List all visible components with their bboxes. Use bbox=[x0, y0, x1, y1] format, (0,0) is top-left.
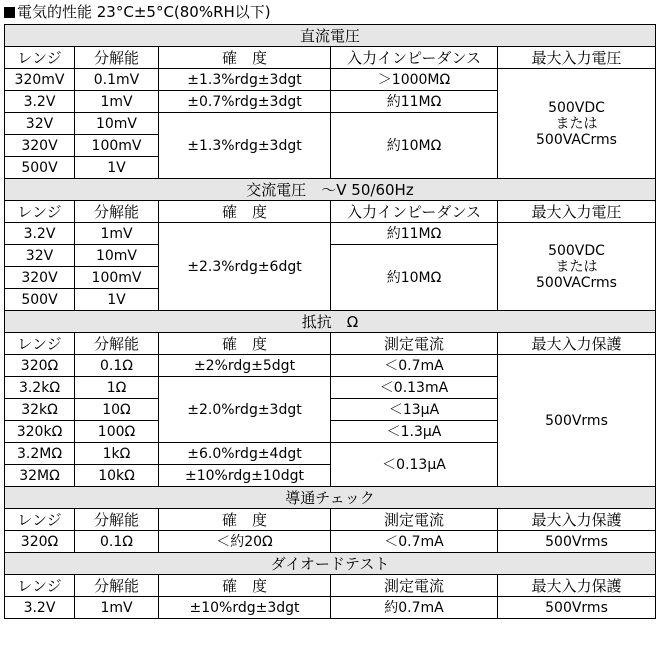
section-resistance: 抵抗 Ω bbox=[5, 311, 656, 333]
header-range: レンジ bbox=[5, 333, 75, 355]
cell-accuracy: ±6.0%rdg±4dgt bbox=[159, 443, 331, 465]
section-continuity: 導通チェック bbox=[5, 487, 656, 509]
cell-range: 3.2V bbox=[5, 223, 75, 245]
cell-impedance: 約11MΩ bbox=[331, 91, 498, 113]
cell-accuracy: ±10%rdg±3dgt bbox=[159, 597, 331, 619]
header-max-input: 最大入力電圧 bbox=[498, 47, 656, 69]
cell-resolution: 10Ω bbox=[75, 399, 159, 421]
cell-resolution: 1kΩ bbox=[75, 443, 159, 465]
cell-range: 320V bbox=[5, 135, 75, 157]
header-max-protection: 最大入力保護 bbox=[498, 509, 656, 531]
cell-resolution: 10mV bbox=[75, 113, 159, 135]
cell-accuracy: ±2%rdg±5dgt bbox=[159, 355, 331, 377]
cell-resolution: 100Ω bbox=[75, 421, 159, 443]
header-range: レンジ bbox=[5, 201, 75, 223]
cell-max-input bbox=[498, 223, 656, 311]
cell-accuracy: ±1.3%rdg±3dgt bbox=[159, 69, 331, 91]
cell-resolution: 100mV bbox=[75, 267, 159, 289]
header-resolution: 分解能 bbox=[75, 47, 159, 69]
cell-current: ＜0.13mA bbox=[331, 377, 498, 399]
cell-impedance: ＞1000MΩ bbox=[331, 69, 498, 91]
header-resolution: 分解能 bbox=[75, 575, 159, 597]
cell-accuracy: ±2.3%rdg±6dgt bbox=[159, 223, 331, 311]
cell-max-protection: 500Vrms bbox=[498, 355, 656, 487]
header-accuracy: 確 度 bbox=[159, 201, 331, 223]
header-max-protection: 最大入力保護 bbox=[498, 333, 656, 355]
square-bullet-icon bbox=[4, 7, 15, 18]
section-dc-voltage: 直流電圧 bbox=[5, 25, 656, 47]
cell-accuracy: ±10%rdg±10dgt bbox=[159, 465, 331, 487]
section-ac-voltage: 交流電圧 ～V 50/60Hz bbox=[5, 179, 656, 201]
header-current: 測定電流 bbox=[331, 575, 498, 597]
cell-resolution: 1mV bbox=[75, 223, 159, 245]
cell-range: 32MΩ bbox=[5, 465, 75, 487]
cell-range: 320mV bbox=[5, 69, 75, 91]
header-range: レンジ bbox=[5, 575, 75, 597]
max-line: 500VACrms bbox=[536, 274, 617, 291]
spec-table bbox=[4, 24, 656, 619]
cell-impedance: 約10MΩ bbox=[331, 113, 498, 179]
cell-range: 500V bbox=[5, 289, 75, 311]
cell-current: 約0.7mA bbox=[331, 597, 498, 619]
cell-resolution: 10kΩ bbox=[75, 465, 159, 487]
max-line: または bbox=[555, 258, 598, 275]
header-accuracy: 確 度 bbox=[159, 333, 331, 355]
cell-accuracy: ＜約20Ω bbox=[159, 531, 331, 553]
cell-range: 320Ω bbox=[5, 355, 75, 377]
cell-impedance: 約11MΩ bbox=[331, 223, 498, 245]
header-resolution: 分解能 bbox=[75, 509, 159, 531]
cell-range: 3.2V bbox=[5, 597, 75, 619]
cell-max-input bbox=[498, 69, 656, 179]
max-line: 500VACrms bbox=[536, 131, 617, 148]
header-accuracy: 確 度 bbox=[159, 509, 331, 531]
cell-resolution: 0.1mV bbox=[75, 69, 159, 91]
cell-resolution: 1V bbox=[75, 157, 159, 179]
header-resolution: 分解能 bbox=[75, 333, 159, 355]
cell-resolution: 1mV bbox=[75, 597, 159, 619]
max-line: 500VDC bbox=[548, 242, 605, 259]
cell-range: 320kΩ bbox=[5, 421, 75, 443]
header-current: 測定電流 bbox=[331, 509, 498, 531]
cell-range: 32V bbox=[5, 245, 75, 267]
header-resolution: 分解能 bbox=[75, 201, 159, 223]
cell-resolution: 0.1Ω bbox=[75, 355, 159, 377]
header-impedance: 入力インピーダンス bbox=[331, 47, 498, 69]
cell-resolution: 1mV bbox=[75, 91, 159, 113]
header-max-input: 最大入力電圧 bbox=[498, 201, 656, 223]
header-range: レンジ bbox=[5, 509, 75, 531]
cell-resolution: 1Ω bbox=[75, 377, 159, 399]
cell-max-protection: 500Vrms bbox=[498, 531, 656, 553]
section-diode-test: ダイオードテスト bbox=[5, 553, 656, 575]
cell-range: 3.2V bbox=[5, 91, 75, 113]
cell-resolution: 1V bbox=[75, 289, 159, 311]
cell-accuracy: ±0.7%rdg±3dgt bbox=[159, 91, 331, 113]
header-accuracy: 確 度 bbox=[159, 575, 331, 597]
header-max-protection: 最大入力保護 bbox=[498, 575, 656, 597]
cell-current: ＜0.13μA bbox=[331, 443, 498, 487]
header-impedance: 入力インピーダンス bbox=[331, 201, 498, 223]
cell-range: 32V bbox=[5, 113, 75, 135]
cell-current: ＜0.7mA bbox=[331, 531, 498, 553]
cell-range: 500V bbox=[5, 157, 75, 179]
cell-range: 320V bbox=[5, 267, 75, 289]
cell-range: 3.2MΩ bbox=[5, 443, 75, 465]
cell-resolution: 10mV bbox=[75, 245, 159, 267]
cell-range: 320Ω bbox=[5, 531, 75, 553]
cell-resolution: 0.1Ω bbox=[75, 531, 159, 553]
cell-range: 3.2kΩ bbox=[5, 377, 75, 399]
cell-current: ＜0.7mA bbox=[331, 355, 498, 377]
cell-current: ＜13μA bbox=[331, 399, 498, 421]
cell-range: 32kΩ bbox=[5, 399, 75, 421]
spec-title-text: 電気的性能 23°C±5°C(80%RH以下) bbox=[17, 3, 271, 21]
cell-current: ＜1.3μA bbox=[331, 421, 498, 443]
header-range: レンジ bbox=[5, 47, 75, 69]
cell-impedance: 約10MΩ bbox=[331, 245, 498, 311]
cell-resolution: 100mV bbox=[75, 135, 159, 157]
spec-title bbox=[4, 2, 271, 22]
header-accuracy: 確 度 bbox=[159, 47, 331, 69]
cell-accuracy: ±1.3%rdg±3dgt bbox=[159, 113, 331, 179]
cell-accuracy: ±2.0%rdg±3dgt bbox=[159, 377, 331, 443]
cell-max-protection: 500Vrms bbox=[498, 597, 656, 619]
header-current: 測定電流 bbox=[331, 333, 498, 355]
max-line: 500VDC bbox=[548, 99, 605, 116]
max-line: または bbox=[555, 115, 598, 132]
